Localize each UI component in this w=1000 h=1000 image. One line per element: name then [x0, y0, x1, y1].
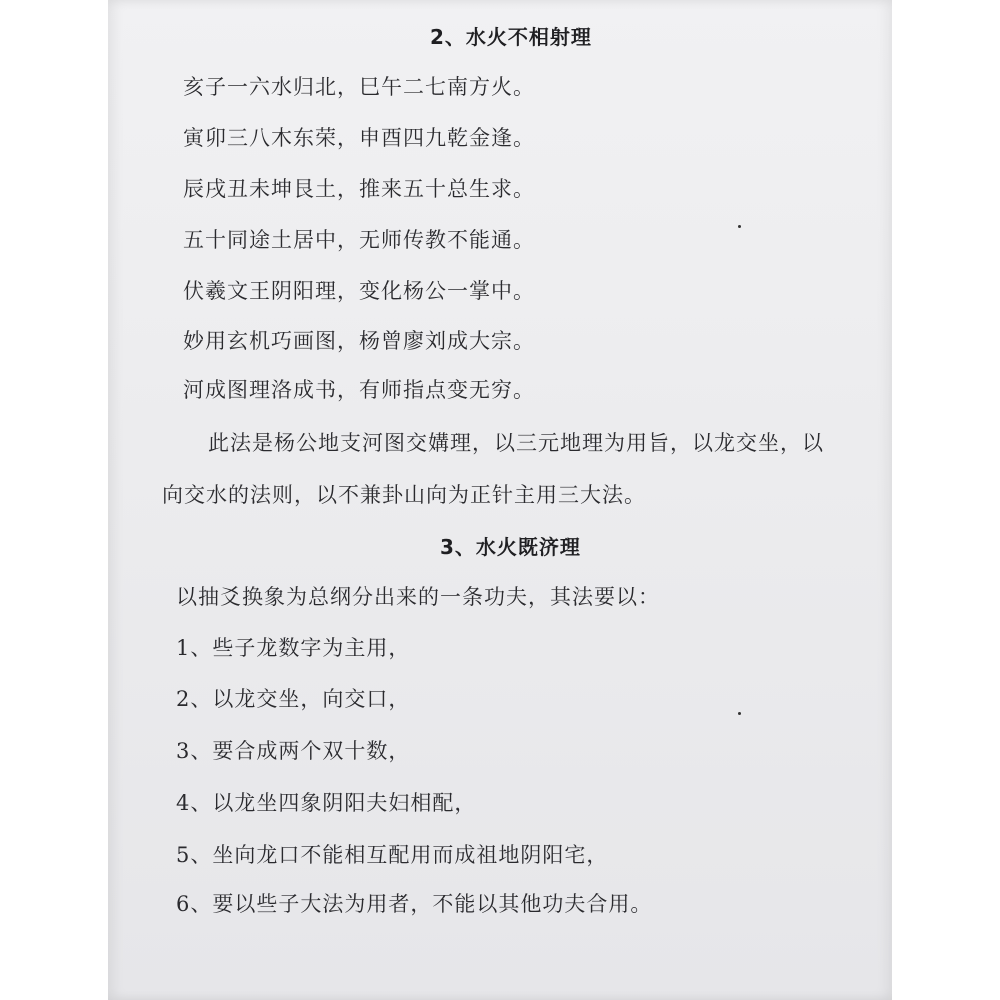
ink-speck	[738, 712, 741, 715]
list-item-2: 2、以龙交坐，向交口，	[176, 687, 411, 711]
list-item-4: 4、以龙坐四象阴阳夫妇相配，	[176, 791, 477, 815]
verse-line-7: 河成图理洛成书，有师指点变无穷。	[183, 378, 535, 402]
section-3-heading: 3、水火既济理	[440, 535, 581, 559]
verse-line-2: 寅卯三八木东荣，申酉四九乾金逢。	[183, 126, 535, 150]
verse-line-3: 辰戌丑未坤艮土，推来五十总生求。	[183, 177, 535, 201]
paragraph-line-1: 此法是杨公地支河图交媾理，以三元地理为用旨，以龙交坐，以	[208, 431, 824, 455]
section-2-heading: 2、水火不相射理	[430, 25, 592, 49]
section-3-intro: 以抽爻换象为总纲分出来的一条功夫，其法要以：	[176, 585, 660, 609]
paragraph-line-2: 向交水的法则，以不兼卦山向为正针主用三大法。	[162, 483, 646, 507]
list-item-1: 1、些子龙数字为主用，	[176, 636, 411, 660]
list-item-6: 6、要以些子大法为用者，不能以其他功夫合用。	[176, 892, 653, 916]
list-item-3: 3、要合成两个双十数，	[176, 739, 411, 763]
verse-line-1: 亥子一六水归北，巳午二七南方火。	[183, 75, 535, 99]
list-item-5: 5、坐向龙口不能相互配用而成祖地阴阳宅，	[176, 843, 609, 867]
verse-line-6: 妙用玄机巧画图，杨曾廖刘成大宗。	[183, 329, 535, 353]
verse-line-5: 伏羲文王阴阳理，变化杨公一掌中。	[183, 279, 535, 303]
paper-sheet	[108, 0, 892, 1000]
verse-line-4: 五十同途土居中，无师传教不能通。	[183, 228, 535, 252]
ink-speck	[738, 225, 741, 228]
